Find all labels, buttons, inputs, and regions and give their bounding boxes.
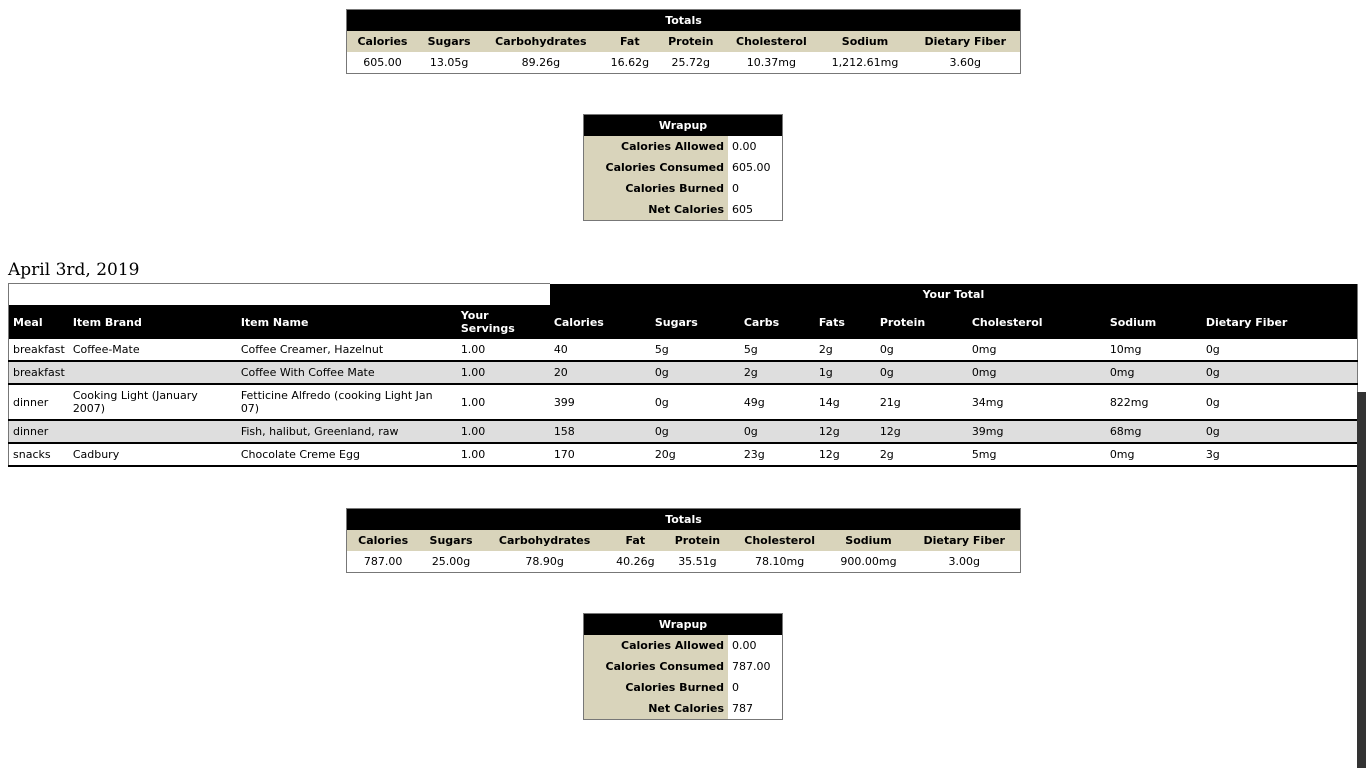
wrapup-label-net-calories: Net Calories [584,698,729,720]
wrapup-value-calories-allowed: 0.00 [732,639,757,652]
wrapup-table [583,114,783,221]
cell-cholesterol: 34mg [968,384,1106,420]
cell-meal: dinner [9,384,69,420]
cell-item-name: Fetticine Alfredo (cooking Light Jan 07) [237,384,457,420]
cell-item-name: Fish, halibut, Greenland, raw [237,420,457,443]
totals-header-fat: Fat [606,530,664,551]
wrapup-value-net-calories: 605 [732,203,753,216]
totals-value-calories: 787.00 [363,555,403,568]
cell-servings: 1.00 [457,384,550,420]
wrapup-value-net-calories: 787 [732,702,753,715]
cell-dietary-fiber: 0g [1202,384,1358,420]
cell-item-brand [69,420,237,443]
totals-header-cholesterol: Cholesterol [723,31,819,52]
totals-value-carbohydrates: 89.26g [521,56,561,69]
wrapup-label-net-calories: Net Calories [584,199,729,221]
food-log-table [8,283,1358,467]
cell-servings: 1.00 [457,443,550,466]
col-header-cholesterol: Cholesterol [968,305,1106,339]
your-total-header: Your Total [550,284,1358,306]
cell-carbs: 23g [740,443,815,466]
wrapup-label-calories-consumed: Calories Consumed [584,656,729,677]
totals-header-dietary-fiber: Dietary Fiber [908,530,1020,551]
cell-protein: 0g [876,339,968,361]
totals-header-protein: Protein [658,31,723,52]
cell-calories: 399 [550,384,651,420]
col-header-sodium: Sodium [1106,305,1202,339]
totals-header-cholesterol: Cholesterol [731,530,829,551]
totals-value-sodium: 1,212.61mg [831,56,899,69]
cell-cholesterol: 5mg [968,443,1106,466]
totals-value-calories: 605.00 [363,56,402,69]
cell-cholesterol: 0mg [968,361,1106,384]
totals-header-protein: Protein [664,530,730,551]
table-row [9,339,1358,361]
totals-value-sodium: 900.00mg [840,555,897,568]
col-header-dietary-fiber: Dietary Fiber [1202,305,1358,339]
totals-header-calories: Calories [347,31,418,52]
cell-protein: 0g [876,361,968,384]
cell-meal: breakfast [9,339,69,361]
wrapup-table [583,613,783,720]
totals-caption: Totals [347,509,1021,531]
cell-sodium: 10mg [1106,339,1202,361]
cell-carbs: 0g [740,420,815,443]
totals-value-dietary-fiber: 3.00g [948,555,980,568]
table-row [9,420,1358,443]
totals-caption: Totals [347,10,1021,32]
wrapup-label-calories-allowed: Calories Allowed [584,136,729,157]
cell-item-name: Chocolate Creme Egg [237,443,457,466]
cell-dietary-fiber: 0g [1202,420,1358,443]
cell-fats: 12g [815,420,876,443]
cell-sugars: 20g [651,443,740,466]
cell-servings: 1.00 [457,420,550,443]
cell-item-brand [69,361,237,384]
cell-meal: breakfast [9,361,69,384]
cell-carbs: 2g [740,361,815,384]
totals-value-sugars: 25.00g [431,555,471,568]
totals-header-sodium: Sodium [819,31,910,52]
totals-value-dietary-fiber: 3.60g [949,56,982,69]
totals-value-cholesterol: 10.37mg [746,56,796,69]
cell-sodium: 0mg [1106,361,1202,384]
totals-value-sugars: 13.05g [429,56,469,69]
wrapup-label-calories-burned: Calories Burned [584,677,729,698]
cell-sugars: 0g [651,361,740,384]
cell-meal: snacks [9,443,69,466]
totals-table [346,508,1021,573]
cell-item-name: Coffee With Coffee Mate [237,361,457,384]
totals-value-fat: 40.26g [616,555,655,568]
cell-servings: 1.00 [457,361,550,384]
wrapup-label-calories-allowed: Calories Allowed [584,635,729,656]
cell-protein: 2g [876,443,968,466]
totals-header-carbohydrates: Carbohydrates [483,530,607,551]
wrapup-value-calories-allowed: 0.00 [732,140,757,153]
wrapup-label-calories-burned: Calories Burned [584,178,729,199]
cell-fats: 2g [815,339,876,361]
totals-value-carbohydrates: 78.90g [525,555,564,568]
cell-sugars: 0g [651,420,740,443]
cell-item-brand: Coffee-Mate [69,339,237,361]
cell-item-name: Coffee Creamer, Hazelnut [237,339,457,361]
cell-sodium: 0mg [1106,443,1202,466]
totals-header-calories: Calories [347,530,420,551]
table-row [9,361,1358,384]
cell-cholesterol: 0mg [968,339,1106,361]
wrapup-value-calories-consumed: 605.00 [732,161,771,174]
col-header-item-name: Item Name [237,305,457,339]
cell-fats: 12g [815,443,876,466]
table-row [9,384,1358,420]
cell-dietary-fiber: 0g [1202,339,1358,361]
cell-carbs: 49g [740,384,815,420]
cell-cholesterol: 39mg [968,420,1106,443]
cell-carbs: 5g [740,339,815,361]
totals-header-carbohydrates: Carbohydrates [480,31,601,52]
cell-sodium: 68mg [1106,420,1202,443]
wrapup-label-calories-consumed: Calories Consumed [584,157,729,178]
totals-header-sugars: Sugars [418,31,480,52]
col-header-sugars: Sugars [651,305,740,339]
totals-header-sodium: Sodium [829,530,909,551]
cell-protein: 12g [876,420,968,443]
cell-fats: 1g [815,361,876,384]
page-scrollbar[interactable] [1357,392,1366,768]
totals-header-sugars: Sugars [419,530,482,551]
col-header-protein: Protein [876,305,968,339]
cell-item-brand: Cooking Light (January 2007) [69,384,237,420]
cell-protein: 21g [876,384,968,420]
cell-meal: dinner [9,420,69,443]
wrapup-value-calories-burned: 0 [732,182,739,195]
cell-item-brand: Cadbury [69,443,237,466]
table-row [9,443,1358,466]
col-header-meal: Meal [9,305,69,339]
wrapup-caption: Wrapup [584,115,783,137]
cell-calories: 40 [550,339,651,361]
totals-value-protein: 25.72g [671,56,711,69]
food-log-blank-header [9,284,550,306]
totals-value-cholesterol: 78.10mg [755,555,805,568]
col-header-your-servings: Your Servings [457,305,550,339]
cell-calories: 20 [550,361,651,384]
col-header-carbs: Carbs [740,305,815,339]
cell-calories: 170 [550,443,651,466]
wrapup-caption: Wrapup [584,614,783,636]
totals-header-dietary-fiber: Dietary Fiber [911,31,1021,52]
cell-sodium: 822mg [1106,384,1202,420]
cell-calories: 158 [550,420,651,443]
cell-sugars: 0g [651,384,740,420]
totals-table [346,9,1021,74]
totals-value-fat: 16.62g [610,56,650,69]
cell-dietary-fiber: 0g [1202,361,1358,384]
cell-fats: 14g [815,384,876,420]
wrapup-value-calories-consumed: 787.00 [732,660,771,673]
col-header-item-brand: Item Brand [69,305,237,339]
cell-servings: 1.00 [457,339,550,361]
day-date-heading: April 3rd, 2019 [8,260,140,280]
totals-header-fat: Fat [601,31,658,52]
cell-dietary-fiber: 3g [1202,443,1358,466]
cell-sugars: 5g [651,339,740,361]
col-header-fats: Fats [815,305,876,339]
totals-value-protein: 35.51g [678,555,717,568]
wrapup-value-calories-burned: 0 [732,681,739,694]
col-header-calories: Calories [550,305,651,339]
